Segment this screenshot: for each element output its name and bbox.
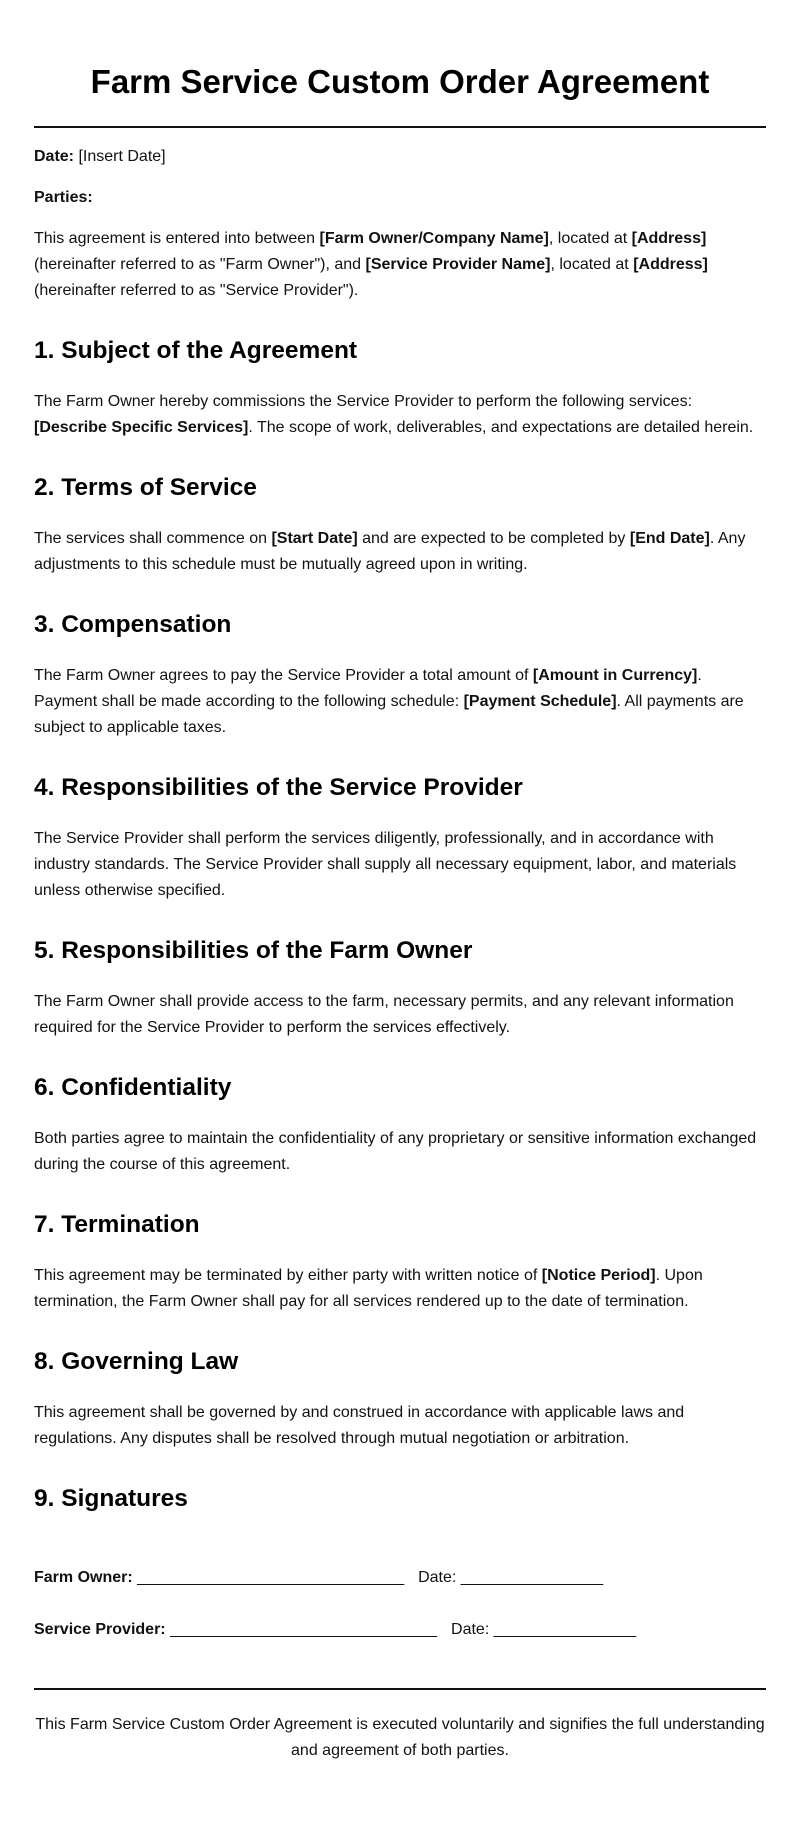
section-paragraph: The Service Provider shall perform the services diligently, professionally, and in accordance with industry standards. The Service Provider shall supply all necessary equipment, labor, and materials unless otherwise specified. xyxy=(34,830,737,899)
intro-text-2: , located at xyxy=(548,230,632,247)
section-heading: 6. Confidentiality xyxy=(34,1074,232,1101)
signature-row-farm-owner xyxy=(34,1565,766,1591)
section-paragraph xyxy=(34,526,766,578)
end-date-placeholder: [End Date] xyxy=(629,530,710,547)
parties-label: Parties: xyxy=(34,189,93,206)
section-text: The services shall commence on xyxy=(34,530,272,547)
services-placeholder: [Describe Specific Services] xyxy=(34,419,249,436)
title-divider xyxy=(34,126,766,128)
section-heading: 1. Subject of the Agreement xyxy=(34,337,358,364)
section-text: . Any adjustments to this schedule must be mutually agreed upon in writing. xyxy=(34,530,746,573)
section-paragraph xyxy=(34,1263,766,1315)
start-date-placeholder: [Start Date] xyxy=(271,530,358,547)
date-label: Date: xyxy=(34,148,75,165)
section-text: and are expected to be completed by xyxy=(357,530,630,547)
notice-period-placeholder: [Notice Period] xyxy=(541,1267,656,1284)
service-provider-date-line[interactable]: ________________ xyxy=(493,1621,637,1638)
service-provider-signature-line[interactable]: ______________________________ xyxy=(170,1621,438,1638)
parties-intro-paragraph xyxy=(34,226,766,304)
service-provider-date-label: Date: xyxy=(451,1621,490,1638)
section-paragraph: Both parties agree to maintain the confidentiality of any proprietary or sensitive information exchanged during the course of this agreement. xyxy=(34,1130,757,1173)
farm-owner-label: Farm Owner: xyxy=(34,1569,133,1586)
provider-address-placeholder: [Address] xyxy=(633,256,708,273)
farm-owner-signature-line[interactable]: ______________________________ xyxy=(137,1569,405,1586)
parties-label-line xyxy=(34,185,766,211)
farm-owner-date-line[interactable]: ________________ xyxy=(460,1569,604,1586)
section-governing-law xyxy=(34,1346,766,1452)
section-terms-of-service xyxy=(34,472,766,578)
section-text: The Farm Owner agrees to pay the Service Provider a total amount of xyxy=(34,667,533,684)
section-provider-responsibilities xyxy=(34,772,766,904)
section-heading: 7. Termination xyxy=(34,1211,200,1238)
section-heading: 8. Governing Law xyxy=(34,1348,239,1375)
intro-text-1: This agreement is entered into between xyxy=(34,230,320,247)
farm-owner-date-label: Date: xyxy=(418,1569,457,1586)
section-heading: 4. Responsibilities of the Service Provider xyxy=(34,774,523,801)
amount-placeholder: [Amount in Currency] xyxy=(532,667,698,684)
section-text: . Payment shall be made according to the following schedule: xyxy=(34,667,702,710)
footer-note: This Farm Service Custom Order Agreement is executed voluntarily and signifies the full understanding and agreement of both parties. xyxy=(35,1716,765,1759)
section-heading: 3. Compensation xyxy=(34,611,232,638)
signature-block xyxy=(34,1565,766,1643)
provider-name-placeholder: [Service Provider Name] xyxy=(365,256,551,273)
date-line xyxy=(34,144,766,170)
section-subject xyxy=(34,335,766,441)
section-text: . Upon termination, the Farm Owner shall pay for all services rendered up to the date of termination. xyxy=(34,1267,703,1310)
section-owner-responsibilities xyxy=(34,935,766,1041)
section-heading: 5. Responsibilities of the Farm Owner xyxy=(34,937,473,964)
payment-schedule-placeholder: [Payment Schedule] xyxy=(463,693,617,710)
section-confidentiality xyxy=(34,1072,766,1178)
section-paragraph xyxy=(34,389,766,441)
section-heading: 9. Signatures xyxy=(34,1485,188,1512)
signature-row-service-provider xyxy=(34,1617,766,1643)
owner-address-placeholder: [Address] xyxy=(631,230,707,247)
document-title: Farm Service Custom Order Agreement xyxy=(90,63,710,100)
section-compensation xyxy=(34,609,766,741)
section-text: The Farm Owner hereby commissions the Service Provider to perform the following services: xyxy=(34,393,693,410)
section-paragraph: The Farm Owner shall provide access to the farm, necessary permits, and any relevant information required for the Service Provider to perform the services effectively. xyxy=(34,993,734,1036)
section-text: . All payments are subject to applicable taxes. xyxy=(34,693,744,736)
intro-text-4: , located at xyxy=(550,256,634,273)
footer-divider xyxy=(34,1688,766,1690)
section-paragraph: This agreement shall be governed by and construed in accordance with applicable laws and regulations. Any disputes shall be resolved through mutual negotiation or arbitration. xyxy=(34,1404,685,1447)
date-value: [Insert Date] xyxy=(78,148,166,165)
section-signatures xyxy=(34,1483,766,1515)
section-text: . The scope of work, deliverables, and expectations are detailed herein. xyxy=(248,419,754,436)
section-text: This agreement may be terminated by either party with written notice of xyxy=(34,1267,542,1284)
service-provider-label: Service Provider: xyxy=(34,1621,166,1638)
section-paragraph xyxy=(34,663,766,741)
intro-text-3: (hereinafter referred to as "Farm Owner"), and xyxy=(34,256,366,273)
section-heading: 2. Terms of Service xyxy=(34,474,257,501)
owner-name-placeholder: [Farm Owner/Company Name] xyxy=(319,230,549,247)
section-termination xyxy=(34,1209,766,1315)
intro-text-5: (hereinafter referred to as "Service Provider"). xyxy=(34,282,359,299)
